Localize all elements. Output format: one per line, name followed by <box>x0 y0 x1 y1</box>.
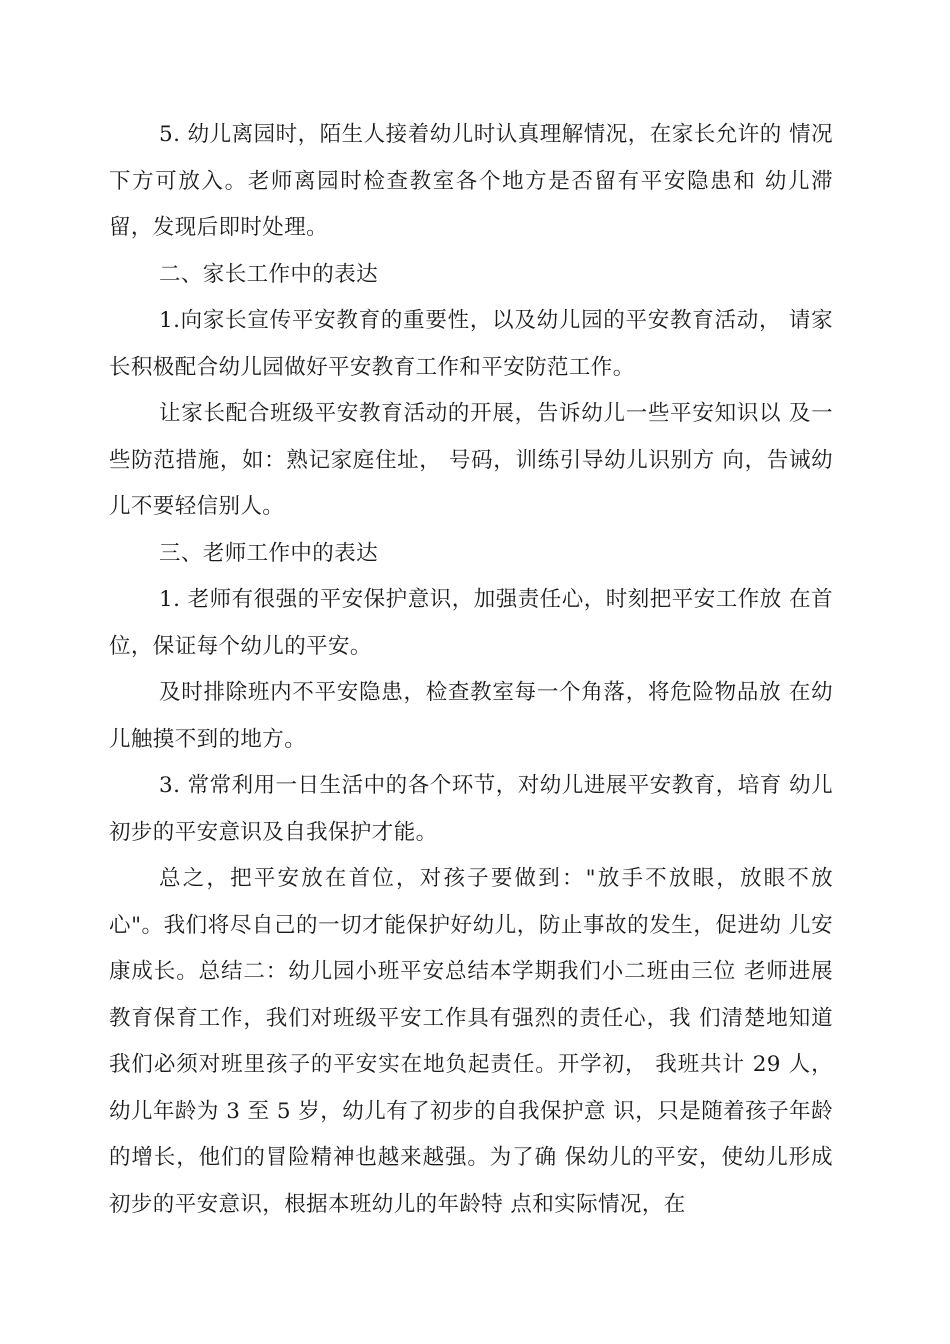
paragraph-teacher-awareness: 1. 老师有很强的平安保护意识，加强责任心，时刻把平安工作放 在首位，保证每个幼儿的平安。 <box>109 587 833 659</box>
section-heading-teacher-work: 三、老师工作中的表达 <box>159 540 379 566</box>
paragraph-hazard-removal: 及时排除班内不平安隐患，检查教室每一个角落，将危险物品放 在幼儿触摸不到的地方。 <box>109 680 833 752</box>
paragraph-daily-education: 3. 常常利用一日生活中的各个环节，对幼儿进展平安教育，培育 幼儿初步的平安意识及自我保护才能。 <box>109 773 833 845</box>
paragraph-parent-promotion: 1.向家长宣传平安教育的重要性，以及幼儿园的平安教育活动， 请家长积极配合幼儿园做好平安教育工作和平安防范工作。 <box>109 308 833 380</box>
paragraph-summary: 总之，把平安放在首位，对孩子要做到："放手不放眼，放眼不放心"。我们将尽自己的一切才能保护好幼儿，防止事故的发生，促进幼 儿安康成长。总结二：幼儿园小班平安总结本学期我们小二班由三位 老师进展教育保育工作，我们对班级平安工作具有强烈的责任心，我 们清楚地知道我们必须对班里孩子的平安实在地负起责任。开学初， 我班共计 29 人，幼儿年龄为 3 至 5 岁，幼儿有了初步的自我保护意 识，只是随着孩子年龄的增长，他们的冒险精神也越来越强。为了确 保幼儿的平安，使幼儿形成初步的平安意识，根据本班幼儿的年龄特 点和实际情况，在 <box>109 866 833 1217</box>
paragraph-parent-cooperation: 让家长配合班级平安教育活动的开展，告诉幼儿一些平安知识以 及一些防范措施，如：熟记家庭住址， 号码，训练引导幼儿识别方 向，告诫幼儿不要轻信别人。 <box>109 401 833 519</box>
paragraph-departure-safety: 5. 幼儿离园时，陌生人接着幼儿时认真理解情况，在家长允许的 情况下方可放入。老师离园时检查教室各个地方是否留有平安隐患和 幼儿滞留，发现后即时处理。 <box>109 122 833 240</box>
document-body <box>109 112 833 1228</box>
section-heading-parent-work: 二、家长工作中的表达 <box>159 261 379 287</box>
